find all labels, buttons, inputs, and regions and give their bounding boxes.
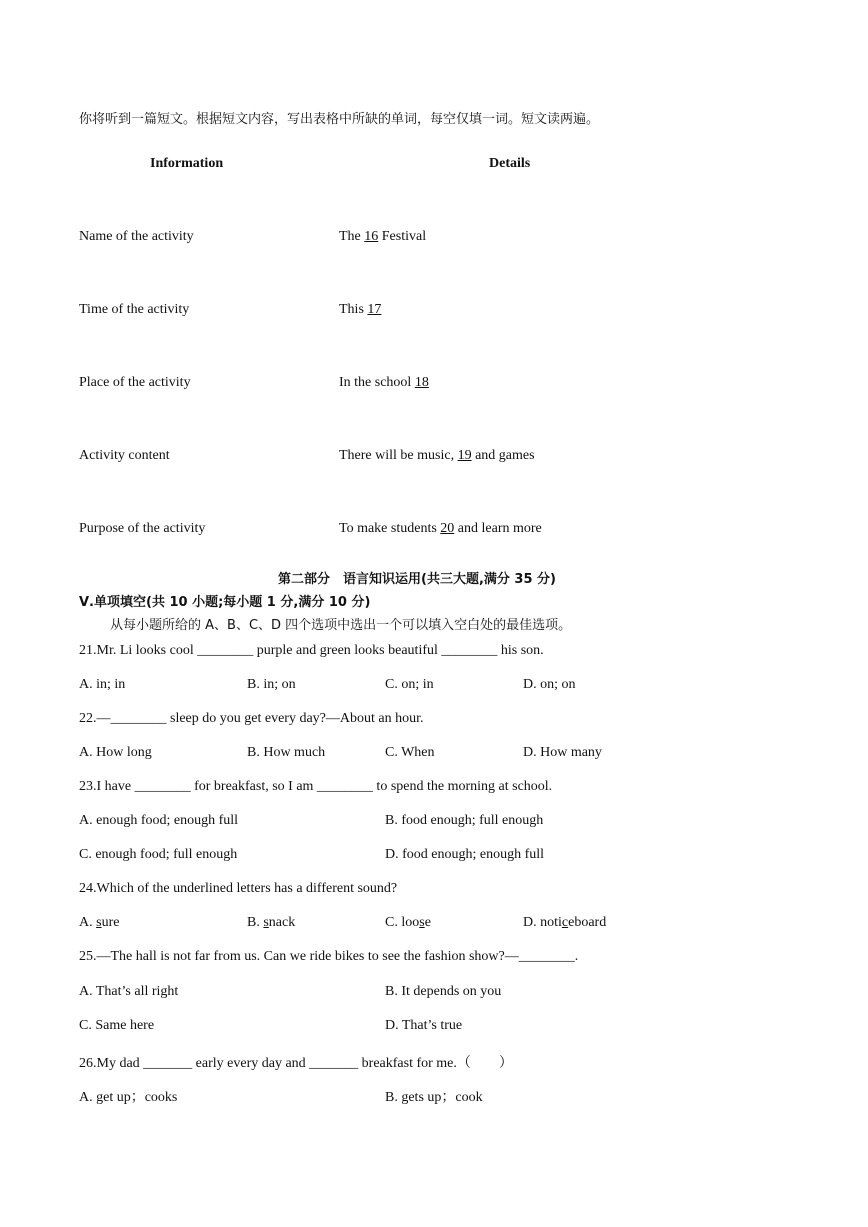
option-d: D. How many [523,745,602,760]
option-c: C. on; in [385,677,434,692]
option-d [523,915,606,931]
underlined-letter: s [419,915,425,930]
detail-pre: The [339,229,365,244]
row-detail [339,448,535,464]
option-text: B. [247,915,264,930]
listening-instruction: 你将听到一篇短文。根据短文内容，写出表格中所缺的单词，每空仅填一词。短文读两遍。 [79,112,600,127]
row-detail [339,229,426,245]
section-title: Ⅴ.单项填空(共 10 小题;每小题 1 分,满分 10 分) [79,595,371,610]
option-b: B. food enough; full enough [385,813,544,828]
option-d: D. That’s true [385,1018,463,1033]
blank-number: 17 [367,302,382,317]
option-text: D. noti [523,915,562,930]
question-stem: 21.Mr. Li looks cool ________ purple and green looks beautiful ________ his son. [79,643,544,658]
question-stem: 23.I have ________ for breakfast, so I am ________ to spend the morning at school. [79,779,553,794]
detail-pre: To make students [339,521,441,536]
row-detail [339,521,542,537]
part2-title: 第二部分 语言知识运用(共三大题,满分 35 分) [278,572,556,587]
blank-number: 16 [364,229,379,244]
table-header-information: Information [150,156,224,171]
option-text: C. loo [385,915,420,930]
option-a: A. How long [79,745,152,760]
question-stem: 26.My dad _______ early every day and _______ breakfast for me.（ ） [79,1056,513,1071]
option-text: A. [79,915,97,930]
detail-pre: This [339,302,368,317]
option-b: B. in; on [247,677,296,692]
option-b: B. How much [247,745,326,760]
detail-pre: In the school [339,375,415,390]
option-a: A. That’s all right [79,984,179,999]
row-info-label: Purpose of the activity [79,521,206,536]
option-c: C. When [385,745,435,760]
row-info-label: Place of the activity [79,375,191,390]
option-a: A. in; in [79,677,126,692]
row-info-label: Time of the activity [79,302,190,317]
detail-post: Festival [378,229,427,244]
option-d: D. on; on [523,677,576,692]
option-a: A. enough food; enough full [79,813,239,828]
question-stem: 24.Which of the underlined letters has a different sound? [79,881,398,896]
row-info-label: Name of the activity [79,229,194,244]
section-instruction: 从每小题所给的 A、B、C、D 四个选项中选出一个可以填入空白处的最佳选项。 [110,618,572,633]
question-stem: 22.—________ sleep do you get every day?—About an hour. [79,711,424,726]
option-b: B. gets up；cook [385,1090,483,1105]
detail-post: and learn more [454,521,542,536]
table-header-details: Details [489,156,531,171]
option-a [79,915,119,931]
question-stem: 25.—The hall is not far from us. Can we ride bikes to see the fashion show?—________. [79,949,579,964]
option-b: B. It depends on you [385,984,502,999]
option-b [247,915,295,931]
underlined-letter: s [263,915,269,930]
option-a: A. get up；cooks [79,1090,178,1105]
option-text: e [424,915,431,930]
blank-number: 19 [457,448,472,463]
option-d: D. food enough; enough full [385,847,545,862]
underlined-letter: s [96,915,102,930]
blank-number: 18 [414,375,429,390]
option-text: ure [101,915,120,930]
option-c: C. Same here [79,1018,155,1033]
blank-number: 20 [440,521,455,536]
row-detail [339,302,381,318]
option-text: eboard [568,915,607,930]
option-c: C. enough food; full enough [79,847,238,862]
row-info-label: Activity content [79,448,170,463]
option-c [385,915,431,931]
detail-pre: There will be music, [339,448,458,463]
detail-post: and games [471,448,535,463]
option-text: nack [268,915,296,930]
underlined-letter: c [561,915,569,930]
row-detail [339,375,429,391]
